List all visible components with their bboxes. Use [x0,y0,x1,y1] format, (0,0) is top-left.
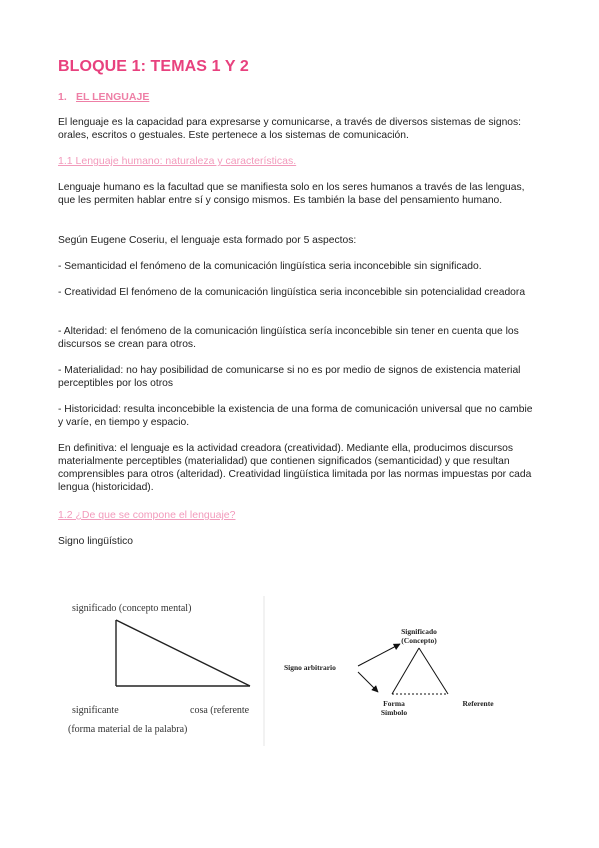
paragraph-lenguaje-humano: Lenguaje humano es la facultad que se manifiesta solo en los seres humanos a través de las lenguas, que les permiten hablar entre sí y consigo mismos. Es también la base del pensamiento humano. [58,182,525,206]
fig2-left-label: Signo arbitrario [284,663,336,672]
fig1-bottom-right-label: cosa (referente [190,705,250,716]
aspect-semanticidad: - Semanticidad el fenómeno de la comunicación lingüística seria inconcebible sin significado. [58,261,482,272]
page-title: BLOQUE 1: TEMAS 1 Y 2 [58,58,249,75]
fig2-top-label-2: (Concepto) [401,636,437,645]
aspect-alteridad: - Alteridad: el fenómeno de la comunicación lingüística sería inconcebible sin tener en cuenta que los discursos se crean para otros. [58,326,519,350]
signo-arbitrario-figure [282,622,502,717]
triangle2-left-side [392,648,419,694]
fig2-top-label-1: Significado [401,627,437,636]
section-number: 1. [58,91,67,103]
triangle-hypotenuse [116,620,250,686]
aspect-creatividad: - Creatividad El fenómeno de la comunicación lingüística seria inconcebible sin potencialidad creadora [58,287,526,298]
aspect-historicidad: - Historicidad: resulta inconcebible la existencia de una forma de comunicación universal que no cambie y varíe, en tiempo y espacio. [58,404,533,428]
arrow-to-significado [358,644,400,666]
paragraph-signo: Signo lingüístico [58,536,133,547]
aspect-materialidad: - Materialidad: no hay posibilidad de comunicarse si no es por medio de signos de existencia material perceptibles por los otros [58,365,521,389]
arrow-to-forma [358,672,378,692]
paragraph-definitiva: En definitiva: el lenguaje es la actividad creadora (creatividad). Mediante ella, producimos discursos materialmente perceptibles (materialidad) que contienen significados (semanticidad) y que resultan comprensibles para otros (alteridad). Creatividad lingüística limitada por las normas impuestas por cada lengua (historicidad). [58,443,532,493]
fig1-bottom-left-label: significante [72,705,119,716]
paragraph-coseriu: Según Eugene Coseriu, el lenguaje esta formado por 5 aspectos: [58,235,357,246]
section-heading-lenguaje [58,91,149,103]
fig2-bottom-right: Referente [462,699,494,708]
signo-triangle-figure [62,596,267,746]
fig2-bottom-left-2: Símbolo [380,708,408,717]
intro-paragraph: El lenguaje es la capacidad para expresarse y comunicarse, a través de diversos sistemas de signos: orales, escritos o gestuales. Este pertenece a los sistemas de comunicación. [58,117,522,141]
fig1-top-label: significado (concepto mental) [72,603,192,614]
triangle2-right-side [419,648,448,694]
fig2-bottom-left-1: Forma [383,699,405,708]
fig1-bottom-left-sub: (forma material de la palabra) [68,724,188,735]
subheading-lenguaje-humano: 1.1 Lenguaje humano: naturaleza y características. [58,155,297,167]
section-label: EL LENGUAJE [76,91,150,103]
subheading-compone: 1.2 ¿De que se compone el lenguaje? [58,509,236,521]
